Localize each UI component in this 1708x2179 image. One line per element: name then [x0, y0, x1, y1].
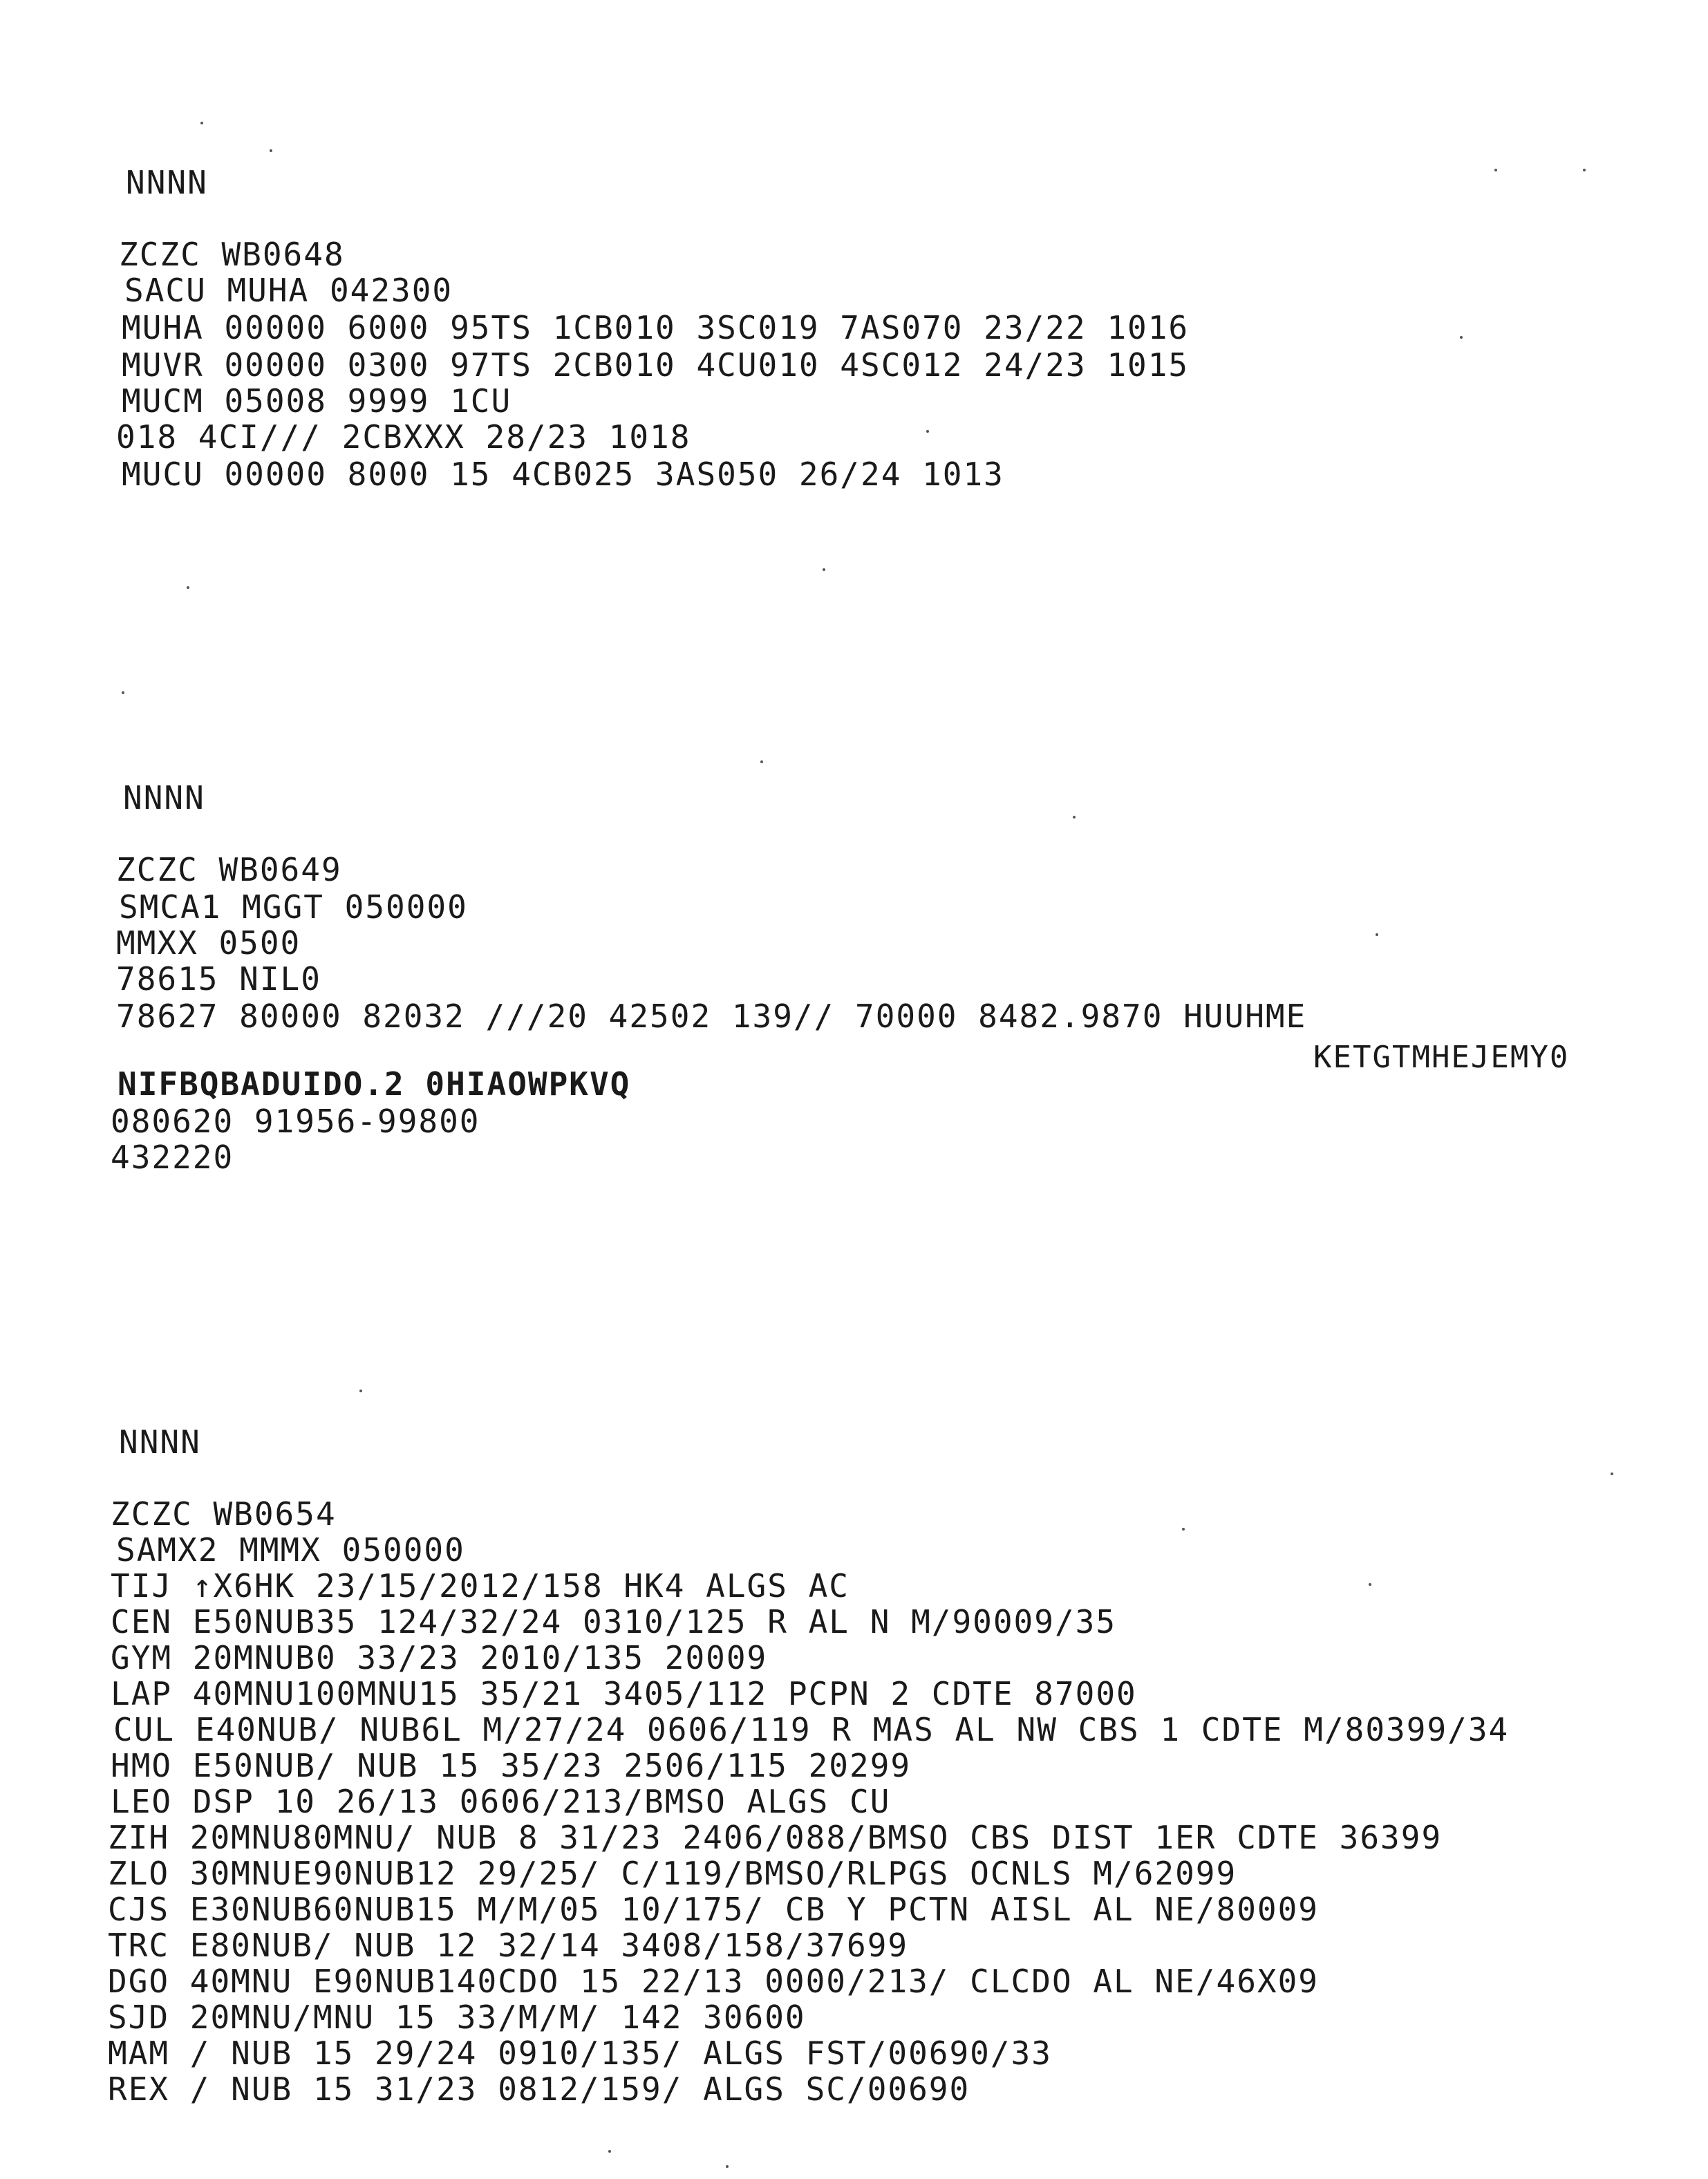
message-line: SMCA1 MGGT 050000: [119, 888, 468, 926]
garbled-line: 432220: [111, 1139, 234, 1176]
scan-speck: [1460, 336, 1463, 339]
message-line: SACU MUHA 042300: [124, 272, 453, 309]
message-line: TRC E80NUB/ NUB 12 32/14 3408/158/37699: [108, 1927, 909, 1964]
garbled-line: NIFBQBADUIDO.2 0HIAOWPKVQ: [118, 1065, 631, 1103]
scan-speck: [760, 760, 763, 763]
scan-speck: [926, 430, 929, 433]
message-line: ZLO 30MNUE90NUB12 29/25/ C/119/BMSO/RLPGS OCNLS M/62099: [108, 1855, 1237, 1892]
message-line: 78615 NIL0: [116, 960, 321, 998]
message-line: ZIH 20MNU80MNU/ NUB 8 31/23 2406/088/BMSO CBS DIST 1ER CDTE 36399: [108, 1819, 1443, 1856]
scan-speck: [187, 586, 189, 589]
garbled-text: KETGTMHEJEMY0: [1313, 1040, 1570, 1075]
message-header: ZCZC WB0654: [111, 1495, 337, 1533]
message-line: MUVR 00000 0300 97TS 2CB010 4CU010 4SC012 24/23 1015: [122, 346, 1190, 384]
message-line: LEO DSP 10 26/13 0606/213/BMSO ALGS CU: [111, 1783, 891, 1820]
message-line: MUHA 00000 6000 95TS 1CB010 3SC019 7AS070 23/22 1016: [122, 309, 1190, 346]
message-line: MMXX 0500: [116, 924, 301, 962]
message-line: SAMX2 MMMX 050000: [116, 1531, 465, 1569]
message-line: CEN E50NUB35 124/32/24 0310/125 R AL N M/90009/35: [111, 1603, 1117, 1640]
message-line: LAP 40MNU100MNU15 35/21 3405/112 PCPN 2 CDTE 87000: [111, 1675, 1137, 1712]
scan-speck: [823, 568, 825, 571]
message-line: 78627 80000 82032 ///20 42502 139// 70000 8482.9870 HUUHME: [116, 998, 1307, 1035]
message-line: CUL E40NUB/ NUB6L M/27/24 0606/119 R MAS AL NW CBS 1 CDTE M/80399/34: [113, 1711, 1510, 1748]
message-line: HMO E50NUB/ NUB 15 35/23 2506/115 20299: [111, 1747, 912, 1784]
message-line: DGO 40MNU E90NUB140CDO 15 22/13 0000/213/ CLCDO AL NE/46X09: [108, 1963, 1319, 2000]
message-header: ZCZC WB0649: [116, 851, 342, 888]
scan-speck: [1073, 816, 1076, 819]
scan-speck: [1369, 1583, 1371, 1586]
message-line: CJS E30NUB60NUB15 M/M/05 10/175/ CB Y PCTN AISL AL NE/80009: [108, 1891, 1319, 1928]
separator: NNNN: [126, 164, 208, 201]
message-line: SJD 20MNU/MNU 15 33/M/M/ 142 30600: [108, 1999, 806, 2036]
message-line: REX / NUB 15 31/23 0812/159/ ALGS SC/00690: [108, 2070, 970, 2108]
separator: NNNN: [119, 1423, 201, 1461]
scan-speck: [1182, 1528, 1185, 1531]
scan-speck: [122, 691, 124, 694]
separator: NNNN: [123, 779, 205, 816]
scan-speck: [1376, 933, 1378, 936]
scan-speck: [1494, 169, 1497, 171]
message-line: GYM 20MNUB0 33/23 2010/135 20009: [111, 1639, 768, 1676]
scan-speck: [270, 149, 272, 152]
garbled-line: 080620 91956-99800: [111, 1103, 480, 1140]
scan-speck: [726, 2165, 729, 2168]
message-line: MAM / NUB 15 29/24 0910/135/ ALGS FST/00690/33: [108, 2035, 1052, 2072]
scan-speck: [1611, 1472, 1613, 1475]
message-line: MUCU 00000 8000 15 4CB025 3AS050 26/24 1013: [122, 456, 1004, 493]
scan-speck: [1583, 169, 1586, 171]
scan-speck: [608, 2150, 611, 2153]
scan-speck: [200, 122, 203, 124]
message-line: MUCM 05008 9999 1CU: [122, 382, 512, 420]
scan-speck: [359, 1390, 362, 1392]
message-line: 018 4CI/// 2CBXXX 28/23 1018: [116, 418, 691, 456]
message-header: ZCZC WB0648: [119, 236, 345, 273]
message-line: TIJ ↑X6HK 23/15/2012/158 HK4 ALGS AC: [111, 1567, 850, 1605]
